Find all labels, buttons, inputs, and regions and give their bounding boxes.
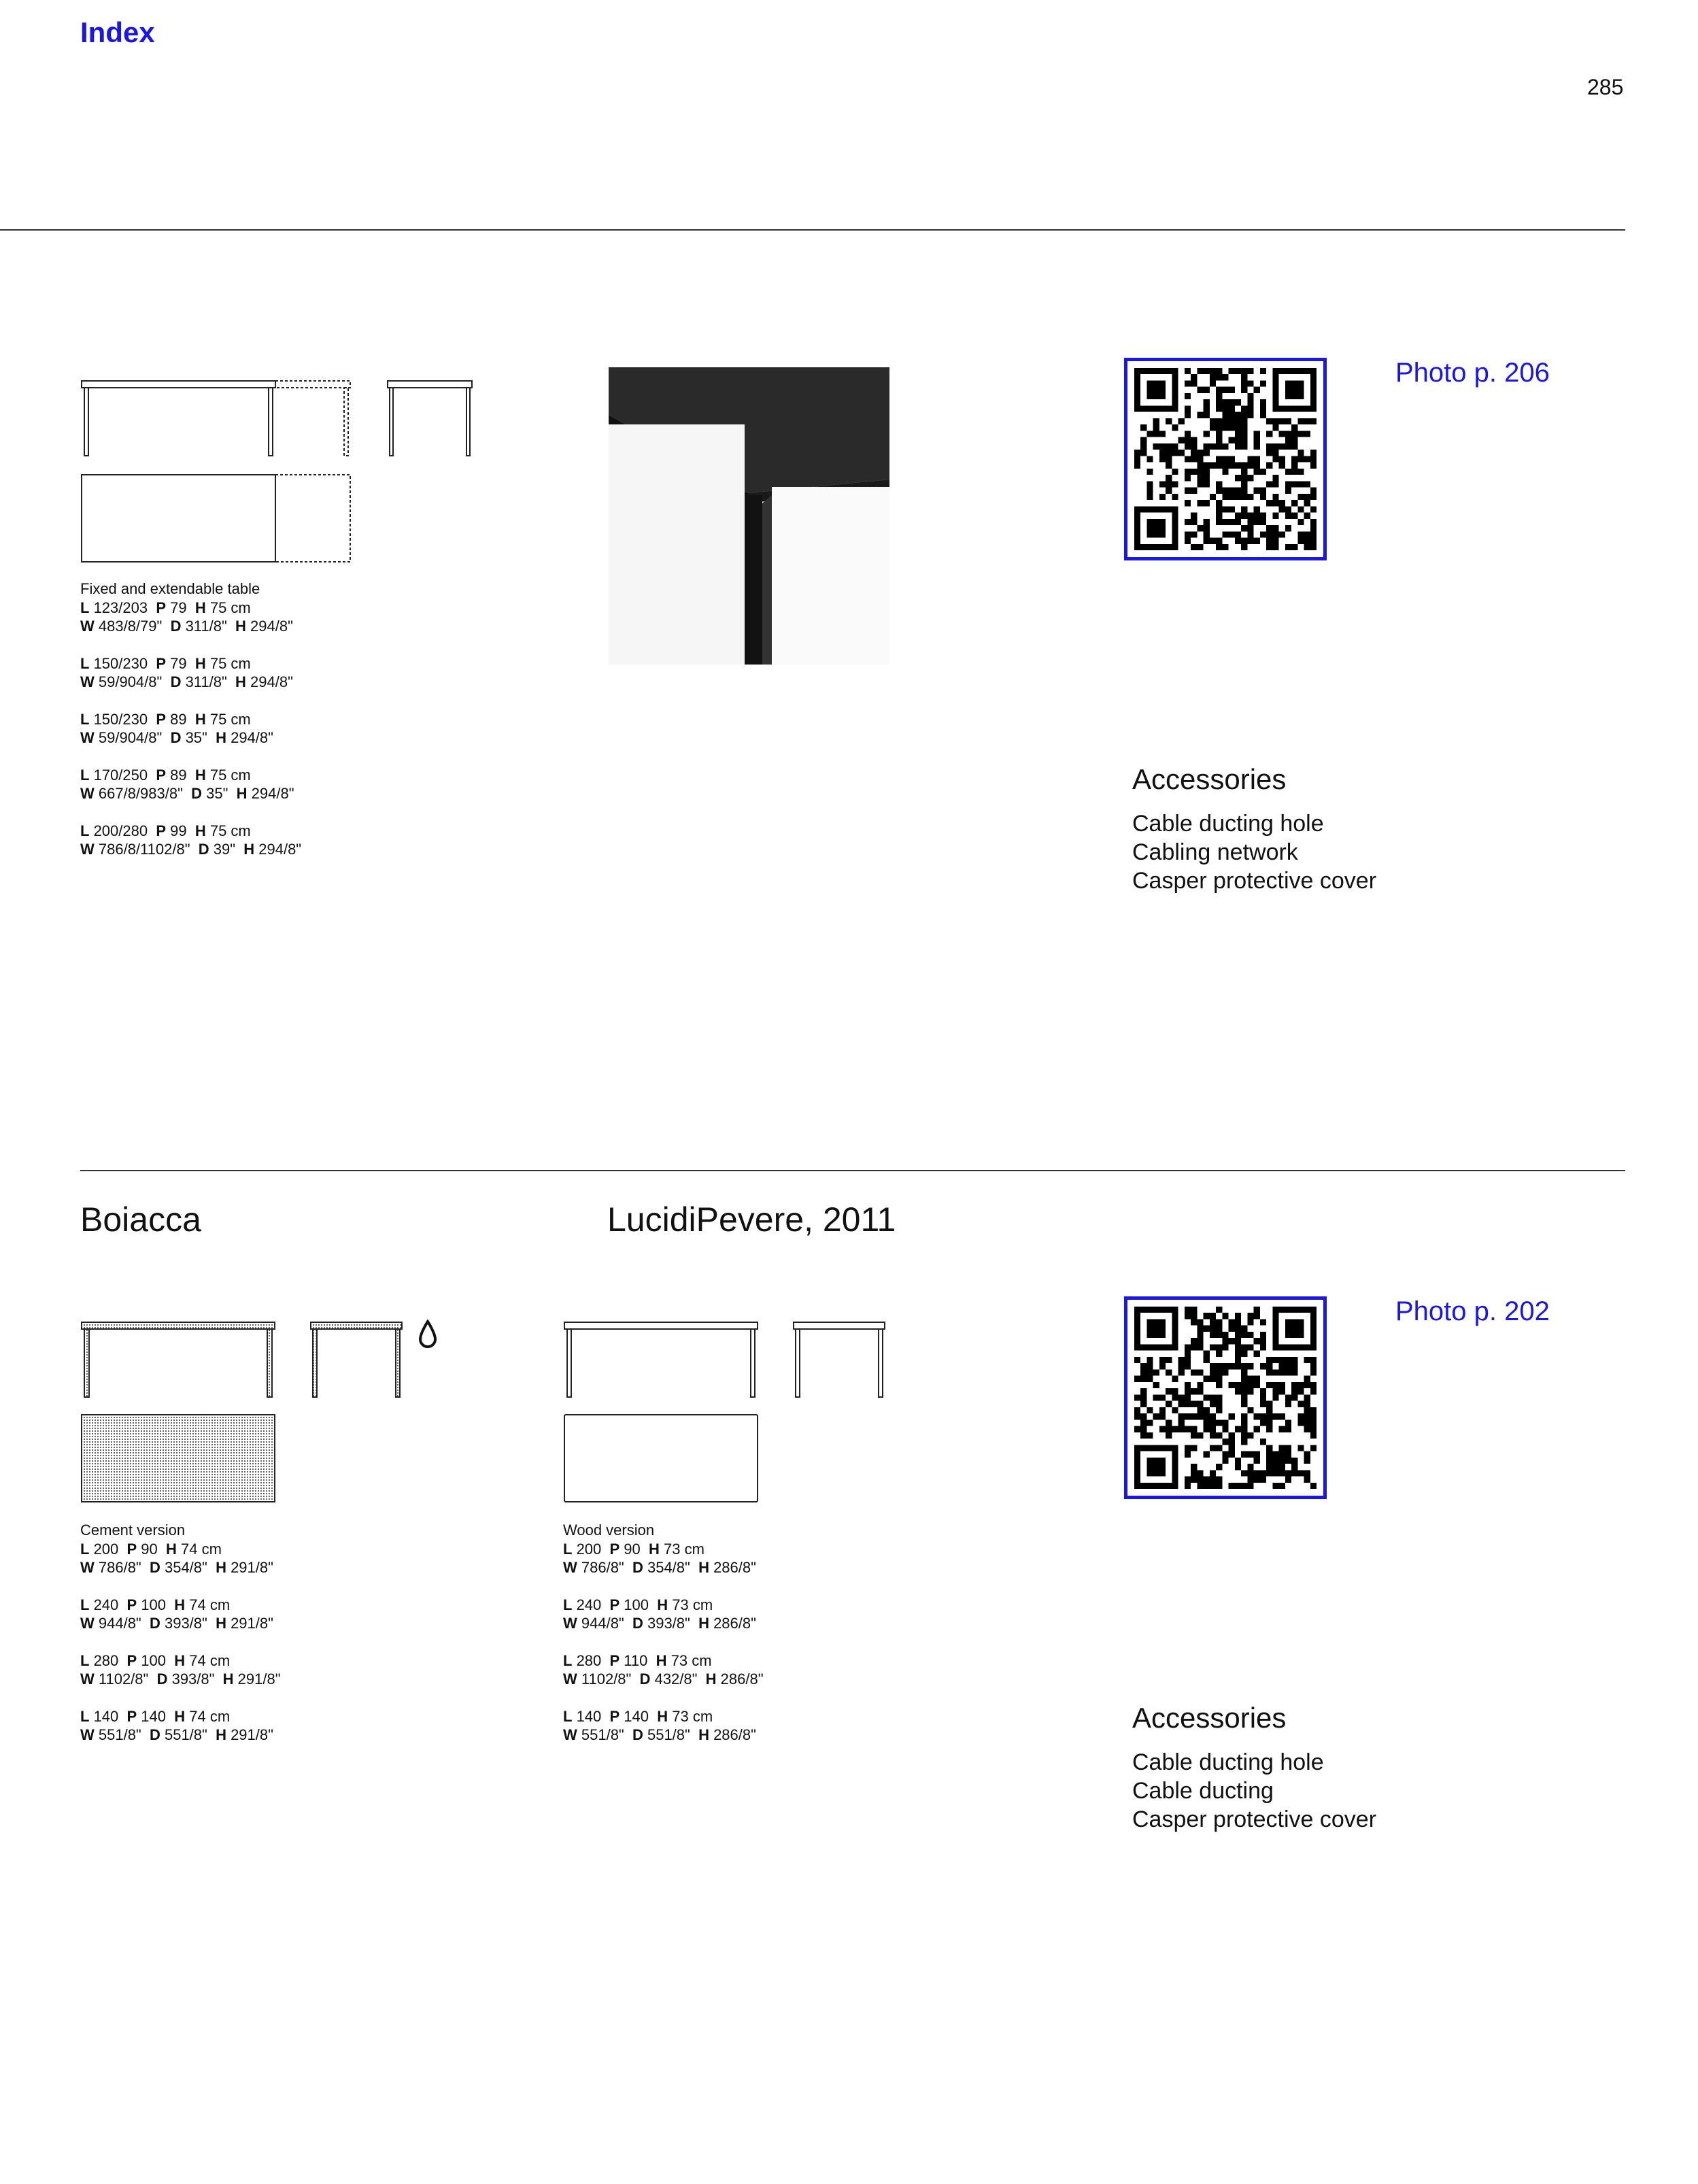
value-l: 280 (572, 1652, 610, 1669)
label-p: P (609, 1596, 620, 1613)
index-link[interactable]: Index (80, 16, 155, 48)
metric-dimensions (80, 1540, 515, 1558)
imperial-dimensions (80, 617, 556, 635)
value-d: 354/8" (643, 1559, 699, 1576)
label-p: P (156, 711, 167, 728)
label-w: W (80, 1726, 95, 1743)
value-h-in: 291/8" (226, 1615, 273, 1632)
label-l: L (80, 1596, 90, 1613)
metric-dimensions (80, 1707, 515, 1726)
label-h: H (657, 1596, 668, 1613)
label-h: H (174, 1708, 186, 1725)
value-l: 200 (572, 1541, 610, 1558)
table-corner-photo (609, 367, 889, 665)
label-p: P (126, 1541, 137, 1558)
value-l: 200/280 (89, 822, 156, 839)
label-l: L (80, 711, 90, 728)
value-w: 483/8/79" (94, 618, 171, 635)
metric-dimensions (563, 1596, 998, 1614)
value-h-in: 286/8" (709, 1615, 756, 1632)
value-p: 100 (137, 1596, 175, 1613)
value-d: 432/8" (650, 1670, 706, 1687)
accessory-item: Cabling network (1132, 839, 1298, 865)
value-w: 786/8" (577, 1559, 632, 1576)
section-divider (80, 1170, 1625, 1171)
value-d: 35" (202, 785, 237, 802)
value-p: 79 (166, 655, 195, 672)
label-l: L (80, 1708, 90, 1725)
qr-code-photo-202[interactable] (1124, 1296, 1327, 1499)
value-w: 551/8" (94, 1726, 150, 1743)
value-l: 150/230 (89, 655, 156, 672)
value-h: 74 cm (185, 1708, 231, 1725)
label-d: D (170, 729, 182, 746)
value-h-in: 294/8" (247, 785, 294, 802)
cement-spec-title: Cement version (80, 1522, 186, 1539)
spec-group (80, 654, 556, 691)
label-l: L (80, 767, 90, 784)
label-d: D (170, 618, 182, 635)
value-h-in: 294/8" (245, 618, 293, 635)
spec-group (80, 1540, 515, 1577)
label-h: H (216, 1726, 226, 1743)
value-h-in: 286/8" (709, 1726, 756, 1743)
value-w: 1102/8" (94, 1670, 157, 1687)
label-h: H (216, 1559, 226, 1576)
value-d: 39" (209, 841, 244, 858)
label-p: P (126, 1652, 137, 1669)
value-d: 551/8" (160, 1726, 216, 1743)
label-l: L (563, 1652, 573, 1669)
label-l: L (80, 1541, 90, 1558)
value-d: 393/8" (167, 1670, 223, 1687)
value-l: 240 (89, 1596, 127, 1613)
value-h: 74 cm (185, 1596, 231, 1613)
label-h: H (235, 673, 246, 690)
wood-spec-title: Wood version (563, 1522, 655, 1539)
label-w: W (80, 785, 95, 802)
value-d: 311/8" (181, 673, 236, 690)
label-d: D (632, 1726, 643, 1743)
cement-table-front-drawing (80, 1321, 277, 1399)
label-l: L (80, 599, 90, 616)
label-p: P (126, 1708, 137, 1725)
value-l: 140 (89, 1708, 127, 1725)
label-h: H (194, 711, 206, 728)
spec-group (80, 599, 556, 635)
label-d: D (149, 1559, 160, 1576)
cement-table-side-drawing (309, 1321, 405, 1399)
value-w: 667/8/983/8" (94, 785, 192, 802)
qr-code-icon (1134, 1307, 1317, 1489)
value-d: 354/8" (160, 1559, 216, 1576)
imperial-dimensions (563, 1726, 998, 1744)
value-p: 99 (166, 822, 195, 839)
value-h-in: 286/8" (709, 1559, 756, 1576)
spec-group (80, 1651, 515, 1688)
imperial-dimensions (80, 728, 556, 747)
value-h-in: 294/8" (254, 841, 302, 858)
value-p: 90 (137, 1541, 166, 1558)
label-w: W (80, 841, 95, 858)
value-p: 79 (166, 599, 195, 616)
value-l: 240 (572, 1596, 610, 1613)
qr-code-icon (1134, 368, 1317, 550)
accessories-list (1132, 809, 1376, 895)
spec-group (80, 710, 556, 747)
label-l: L (80, 822, 90, 839)
cement-table-top-drawing (80, 1413, 277, 1505)
page-number: 285 (1587, 75, 1624, 99)
label-h: H (657, 1708, 668, 1725)
label-h: H (166, 1541, 177, 1558)
value-l: 150/230 (89, 711, 156, 728)
label-l: L (563, 1596, 573, 1613)
value-h: 75 cm (205, 822, 251, 839)
label-d: D (149, 1615, 160, 1632)
value-p: 90 (619, 1541, 649, 1558)
accessory-item: Cable ducting hole (1132, 1749, 1324, 1775)
metric-dimensions (563, 1651, 998, 1670)
imperial-dimensions (80, 840, 556, 858)
value-h-in: 291/8" (226, 1726, 273, 1743)
label-w: W (563, 1615, 577, 1632)
value-l: 170/250 (89, 767, 156, 784)
extendable-table-specs (80, 579, 556, 877)
extendable-table-top-drawing (80, 473, 352, 565)
value-w: 1102/8" (577, 1670, 640, 1687)
value-w: 786/8/1102/8" (94, 841, 199, 858)
value-h: 73 cm (668, 1708, 713, 1725)
imperial-dimensions (80, 673, 556, 691)
imperial-dimensions (80, 784, 556, 803)
imperial-dimensions (80, 1726, 515, 1744)
value-p: 89 (166, 711, 195, 728)
label-h: H (656, 1652, 667, 1669)
label-p: P (609, 1541, 620, 1558)
water-drop-icon (418, 1320, 438, 1349)
value-h-in: 286/8" (716, 1670, 764, 1687)
label-w: W (80, 1615, 95, 1632)
value-w: 944/8" (94, 1615, 150, 1632)
label-h: H (216, 729, 226, 746)
label-p: P (156, 767, 167, 784)
label-h: H (649, 1541, 660, 1558)
label-d: D (149, 1726, 160, 1743)
imperial-dimensions (80, 1670, 515, 1688)
imperial-dimensions (80, 1558, 515, 1577)
value-p: 140 (619, 1708, 658, 1725)
imperial-dimensions (563, 1670, 998, 1688)
accessories-title: Accessories (1132, 763, 1287, 795)
value-d: 393/8" (160, 1615, 216, 1632)
metric-dimensions (80, 599, 556, 617)
metric-dimensions (80, 1651, 515, 1670)
imperial-dimensions (563, 1614, 998, 1632)
label-p: P (156, 655, 167, 672)
label-d: D (156, 1670, 168, 1687)
accessories-list (1132, 1748, 1376, 1834)
extendable-table-front-drawing (80, 380, 352, 458)
value-h: 75 cm (205, 767, 251, 784)
wood-table-front-drawing (563, 1321, 760, 1399)
value-w: 59/904/8" (94, 729, 171, 746)
label-d: D (639, 1670, 651, 1687)
label-h: H (235, 618, 246, 635)
spec-group (80, 766, 556, 803)
designer-year: LucidiPevere, 2011 (607, 1200, 896, 1239)
label-w: W (80, 1559, 95, 1576)
qr-code-photo-206[interactable] (1124, 358, 1327, 560)
label-d: D (632, 1615, 643, 1632)
metric-dimensions (563, 1540, 998, 1558)
spec-group (80, 1707, 515, 1744)
imperial-dimensions (563, 1558, 998, 1577)
label-h: H (174, 1596, 186, 1613)
label-h: H (194, 599, 206, 616)
value-h-in: 291/8" (233, 1670, 281, 1687)
value-w: 59/904/8" (94, 673, 171, 690)
spec-group (563, 1707, 998, 1744)
value-p: 140 (137, 1708, 175, 1725)
label-h: H (698, 1726, 709, 1743)
label-h: H (194, 655, 206, 672)
value-h: 73 cm (668, 1596, 713, 1613)
spec-group (563, 1651, 998, 1688)
label-h: H (222, 1670, 234, 1687)
label-l: L (80, 655, 90, 672)
label-d: D (191, 785, 203, 802)
accessories-title: Accessories (1132, 1702, 1287, 1734)
label-h: H (236, 785, 248, 802)
top-divider (0, 229, 1625, 231)
value-h-in: 294/8" (226, 729, 273, 746)
metric-dimensions (80, 766, 556, 784)
value-p: 89 (166, 767, 195, 784)
label-d: D (198, 841, 209, 858)
value-h: 73 cm (666, 1652, 712, 1669)
value-d: 35" (181, 729, 216, 746)
value-h: 73 cm (659, 1541, 704, 1558)
label-p: P (609, 1708, 620, 1725)
label-h: H (194, 767, 206, 784)
wood-table-side-drawing (792, 1321, 887, 1399)
value-h: 75 cm (205, 655, 251, 672)
label-h: H (698, 1615, 709, 1632)
value-p: 110 (619, 1652, 656, 1669)
label-l: L (80, 1652, 90, 1669)
label-l: L (563, 1708, 573, 1725)
metric-dimensions (563, 1707, 998, 1726)
value-w: 786/8" (94, 1559, 150, 1576)
value-d: 311/8" (181, 618, 236, 635)
photo-link-202[interactable]: Photo p. 202 (1395, 1296, 1550, 1326)
label-l: L (563, 1541, 573, 1558)
label-p: P (126, 1596, 137, 1613)
wood-table-top-drawing (563, 1413, 760, 1505)
label-w: W (563, 1726, 577, 1743)
value-h: 75 cm (205, 711, 251, 728)
metric-dimensions (80, 710, 556, 728)
label-w: W (80, 673, 95, 690)
value-h-in: 291/8" (226, 1559, 273, 1576)
label-p: P (156, 599, 167, 616)
accessory-item: Cable ducting (1132, 1778, 1274, 1804)
extendable-table-side-drawing (386, 380, 475, 458)
metric-dimensions (80, 822, 556, 840)
value-h-in: 294/8" (245, 673, 293, 690)
value-l: 140 (572, 1708, 610, 1725)
label-h: H (705, 1670, 717, 1687)
imperial-dimensions (80, 1614, 515, 1632)
label-h: H (194, 822, 206, 839)
wood-version-specs (563, 1521, 998, 1763)
label-h: H (698, 1559, 709, 1576)
spec-title: Fixed and extendable table (80, 580, 260, 597)
value-p: 100 (619, 1596, 658, 1613)
label-h: H (243, 841, 255, 858)
label-d: D (632, 1559, 643, 1576)
value-h: 75 cm (205, 599, 251, 616)
label-h: H (216, 1615, 226, 1632)
spec-group (563, 1596, 998, 1632)
value-p: 100 (137, 1652, 175, 1669)
label-w: W (80, 618, 95, 635)
product-name: Boiacca (80, 1200, 201, 1239)
value-d: 551/8" (643, 1726, 699, 1743)
cement-version-specs (80, 1521, 515, 1763)
label-p: P (609, 1652, 620, 1669)
label-w: W (563, 1559, 577, 1576)
value-h: 74 cm (176, 1541, 222, 1558)
accessory-item: Casper protective cover (1132, 868, 1377, 894)
value-h: 74 cm (185, 1652, 231, 1669)
accessory-item: Cable ducting hole (1132, 811, 1324, 837)
label-w: W (80, 729, 95, 746)
photo-link-206[interactable]: Photo p. 206 (1395, 358, 1550, 388)
value-l: 123/203 (89, 599, 156, 616)
value-w: 551/8" (577, 1726, 632, 1743)
label-d: D (170, 673, 182, 690)
spec-group (80, 822, 556, 858)
value-w: 944/8" (577, 1615, 632, 1632)
value-l: 200 (89, 1541, 127, 1558)
value-l: 280 (89, 1652, 127, 1669)
label-p: P (156, 822, 167, 839)
value-d: 393/8" (643, 1615, 699, 1632)
label-h: H (174, 1652, 186, 1669)
label-w: W (80, 1670, 95, 1687)
spec-group (563, 1540, 998, 1577)
spec-group (80, 1596, 515, 1632)
metric-dimensions (80, 654, 556, 673)
metric-dimensions (80, 1596, 515, 1614)
label-w: W (563, 1670, 577, 1687)
accessory-item: Casper protective cover (1132, 1807, 1377, 1832)
